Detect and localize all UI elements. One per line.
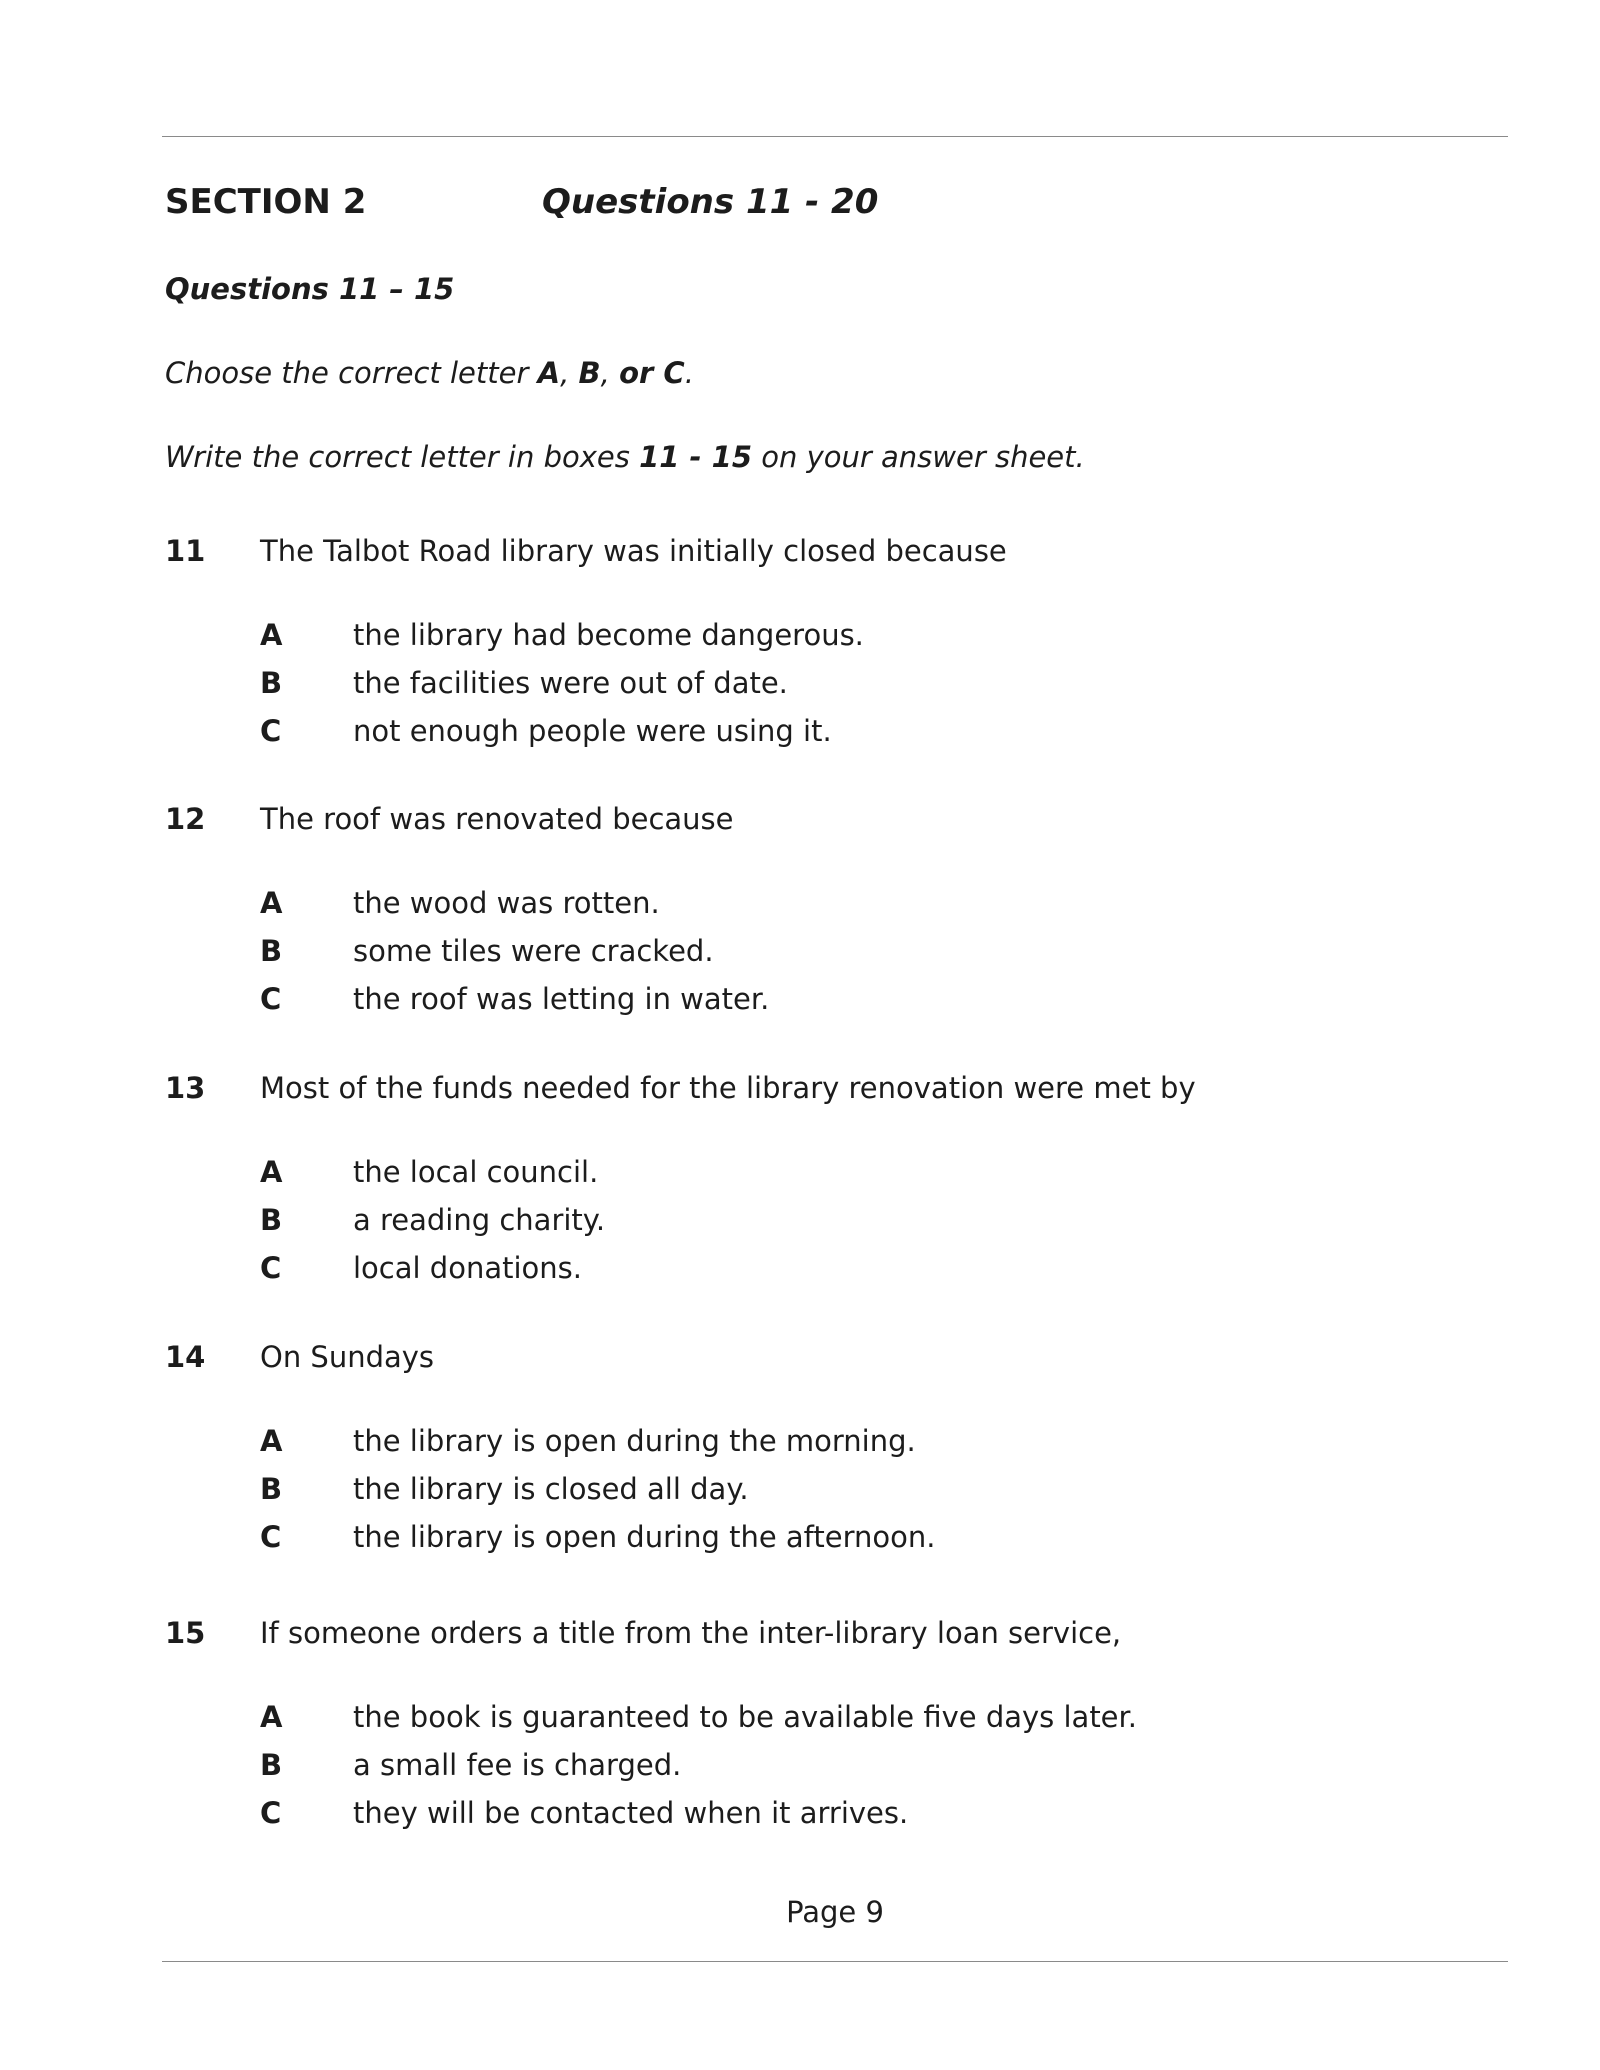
question-15 xyxy=(165,1616,1465,1844)
option-letter: A xyxy=(260,886,283,920)
answer-options xyxy=(165,1155,1465,1299)
question-stem xyxy=(165,802,1465,846)
option-c xyxy=(165,714,1465,762)
question-14 xyxy=(165,1340,1465,1568)
top-divider xyxy=(162,136,1508,137)
question-11 xyxy=(165,534,1465,762)
option-letter: B xyxy=(260,1472,283,1506)
option-text: local donations. xyxy=(353,1251,582,1285)
option-c xyxy=(165,1796,1465,1844)
question-text: The roof was renovated because xyxy=(260,802,734,836)
option-text: the library had become dangerous. xyxy=(353,618,864,652)
question-number: 14 xyxy=(165,1340,206,1374)
option-b xyxy=(165,934,1465,982)
letter-c: C xyxy=(663,356,685,390)
question-group-title: Questions 11 – 15 xyxy=(165,272,455,306)
instruction-choose-letter xyxy=(165,356,694,390)
option-letter: C xyxy=(260,1520,282,1554)
letter-b: B xyxy=(578,356,601,390)
option-text: the wood was rotten. xyxy=(353,886,660,920)
letter-a: A xyxy=(537,356,561,390)
instruction-write-letter xyxy=(165,440,1085,474)
question-text: Most of the funds needed for the library renovation were met by xyxy=(260,1071,1196,1105)
option-text: some tiles were cracked. xyxy=(353,934,714,968)
answer-options xyxy=(165,1424,1465,1568)
option-c xyxy=(165,1520,1465,1568)
question-number: 11 xyxy=(165,534,206,568)
question-text: The Talbot Road library was initially closed because xyxy=(260,534,1007,568)
question-stem xyxy=(165,1616,1465,1660)
option-text: the library is closed all day. xyxy=(353,1472,749,1506)
option-text: the library is open during the afternoon. xyxy=(353,1520,936,1554)
bottom-divider xyxy=(162,1961,1508,1962)
option-text: the local council. xyxy=(353,1155,599,1189)
option-b xyxy=(165,666,1465,714)
section-question-range: Questions 11 - 20 xyxy=(542,182,879,222)
option-letter: A xyxy=(260,1700,283,1734)
option-text: they will be contacted when it arrives. xyxy=(353,1796,909,1830)
question-stem xyxy=(165,534,1465,578)
option-text: the facilities were out of date. xyxy=(353,666,788,700)
question-number: 15 xyxy=(165,1616,206,1650)
box-range: 11 - 15 xyxy=(639,440,753,474)
option-c xyxy=(165,982,1465,1030)
option-a xyxy=(165,886,1465,934)
option-a xyxy=(165,1155,1465,1203)
option-text: the roof was letting in water. xyxy=(353,982,770,1016)
question-text: If someone orders a title from the inter-library loan service, xyxy=(260,1616,1122,1650)
option-letter: C xyxy=(260,982,282,1016)
question-13 xyxy=(165,1071,1465,1299)
question-text: On Sundays xyxy=(260,1340,435,1374)
option-text: not enough people were using it. xyxy=(353,714,832,748)
separator: , xyxy=(600,356,620,390)
option-letter: A xyxy=(260,1155,283,1189)
option-a xyxy=(165,1424,1465,1472)
page-number: Page 9 xyxy=(786,1895,884,1929)
question-12 xyxy=(165,802,1465,1030)
answer-options xyxy=(165,618,1465,762)
instruction-text: Write the correct letter in boxes xyxy=(165,440,640,474)
option-b xyxy=(165,1472,1465,1520)
option-a xyxy=(165,1700,1465,1748)
option-letter: B xyxy=(260,934,283,968)
option-letter: C xyxy=(260,714,282,748)
option-letter: A xyxy=(260,618,283,652)
instruction-text: on your answer sheet. xyxy=(752,440,1085,474)
section-label: SECTION 2 xyxy=(165,182,367,222)
separator: , xyxy=(560,356,579,390)
option-letter: A xyxy=(260,1424,283,1458)
option-a xyxy=(165,618,1465,666)
option-text: a reading charity. xyxy=(353,1203,606,1237)
or-word: or xyxy=(619,356,664,390)
option-letter: C xyxy=(260,1796,282,1830)
section-header xyxy=(165,182,1365,230)
option-letter: B xyxy=(260,1748,283,1782)
option-text: a small fee is charged. xyxy=(353,1748,682,1782)
question-stem xyxy=(165,1340,1465,1384)
answer-options xyxy=(165,886,1465,1030)
question-number: 13 xyxy=(165,1071,206,1105)
option-letter: B xyxy=(260,666,283,700)
question-number: 12 xyxy=(165,802,206,836)
option-c xyxy=(165,1251,1465,1299)
instruction-text: Choose the correct letter xyxy=(165,356,538,390)
answer-options xyxy=(165,1700,1465,1844)
option-text: the library is open during the morning. xyxy=(353,1424,916,1458)
option-letter: B xyxy=(260,1203,283,1237)
instruction-end: . xyxy=(684,356,694,390)
option-b xyxy=(165,1203,1465,1251)
option-b xyxy=(165,1748,1465,1796)
question-stem xyxy=(165,1071,1465,1115)
option-letter: C xyxy=(260,1251,282,1285)
option-text: the book is guaranteed to be available five days later. xyxy=(353,1700,1138,1734)
